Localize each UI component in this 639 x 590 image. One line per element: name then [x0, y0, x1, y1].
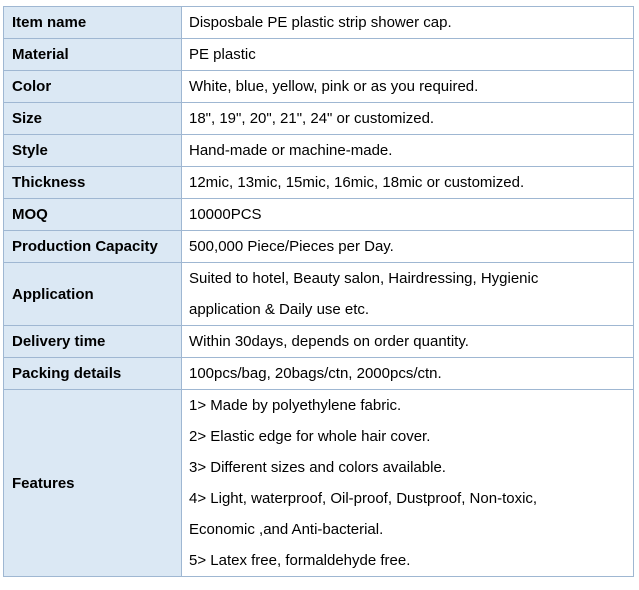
- value-line: Disposbale PE plastic strip shower cap.: [189, 14, 452, 31]
- row-label-color: Color: [4, 71, 182, 103]
- row-label-application: Application: [4, 263, 182, 326]
- table-row: [4, 103, 634, 135]
- value-line: 3> Different sizes and colors available.: [189, 459, 446, 476]
- value-line: Hand-made or machine-made.: [189, 142, 393, 159]
- row-label-item-name: Item name: [4, 7, 182, 39]
- table-row: [4, 326, 634, 358]
- table-row: [4, 7, 634, 39]
- row-value-features: [182, 390, 634, 577]
- product-spec-table: [3, 6, 634, 577]
- row-value-production-capacity: [182, 231, 634, 263]
- table-row: [4, 39, 634, 71]
- value-line: application & Daily use etc.: [189, 301, 370, 318]
- row-label-thickness: Thickness: [4, 167, 182, 199]
- row-value-style: [182, 135, 634, 167]
- row-label-moq: MOQ: [4, 199, 182, 231]
- value-line: 4> Light, waterproof, Oil-proof, Dustproof, Non-toxic,: [189, 490, 538, 507]
- table-row: [4, 358, 634, 390]
- row-value-packing-details: [182, 358, 634, 390]
- value-line: 1> Made by polyethylene fabric.: [189, 397, 402, 414]
- table-row: [4, 167, 634, 199]
- value-line: 18", 19", 20", 21", 24" or customized.: [189, 110, 435, 127]
- row-value-color: [182, 71, 634, 103]
- value-line: 500,000 Piece/Pieces per Day.: [189, 238, 394, 255]
- row-label-material: Material: [4, 39, 182, 71]
- table-row: [4, 231, 634, 263]
- row-label-size: Size: [4, 103, 182, 135]
- value-line: 2> Elastic edge for whole hair cover.: [189, 428, 431, 445]
- table-row: [4, 263, 634, 326]
- value-line: Economic ,and Anti-bacterial.: [189, 521, 384, 538]
- row-label-style: Style: [4, 135, 182, 167]
- table-row: [4, 199, 634, 231]
- value-line: White, blue, yellow, pink or as you required.: [189, 78, 479, 95]
- value-line: 5> Latex free, formaldehyde free.: [189, 552, 411, 569]
- row-value-thickness: [182, 167, 634, 199]
- row-label-delivery-time: Delivery time: [4, 326, 182, 358]
- row-value-item-name: [182, 7, 634, 39]
- table-row: [4, 71, 634, 103]
- row-value-application: [182, 263, 634, 326]
- table-row: [4, 390, 634, 577]
- row-label-packing-details: Packing details: [4, 358, 182, 390]
- row-label-features: Features: [4, 390, 182, 577]
- value-line: Suited to hotel, Beauty salon, Hairdressing, Hygienic: [189, 270, 539, 287]
- value-line: 12mic, 13mic, 15mic, 16mic, 18mic or customized.: [189, 174, 525, 191]
- value-line: Within 30days, depends on order quantity.: [189, 333, 469, 350]
- row-value-moq: [182, 199, 634, 231]
- value-line: PE plastic: [189, 46, 256, 63]
- row-value-material: [182, 39, 634, 71]
- row-label-production-capacity: Production Capacity: [4, 231, 182, 263]
- row-value-size: [182, 103, 634, 135]
- value-line: 10000PCS: [189, 206, 262, 223]
- value-line: 100pcs/bag, 20bags/ctn, 2000pcs/ctn.: [189, 365, 442, 382]
- table-row: [4, 135, 634, 167]
- row-value-delivery-time: [182, 326, 634, 358]
